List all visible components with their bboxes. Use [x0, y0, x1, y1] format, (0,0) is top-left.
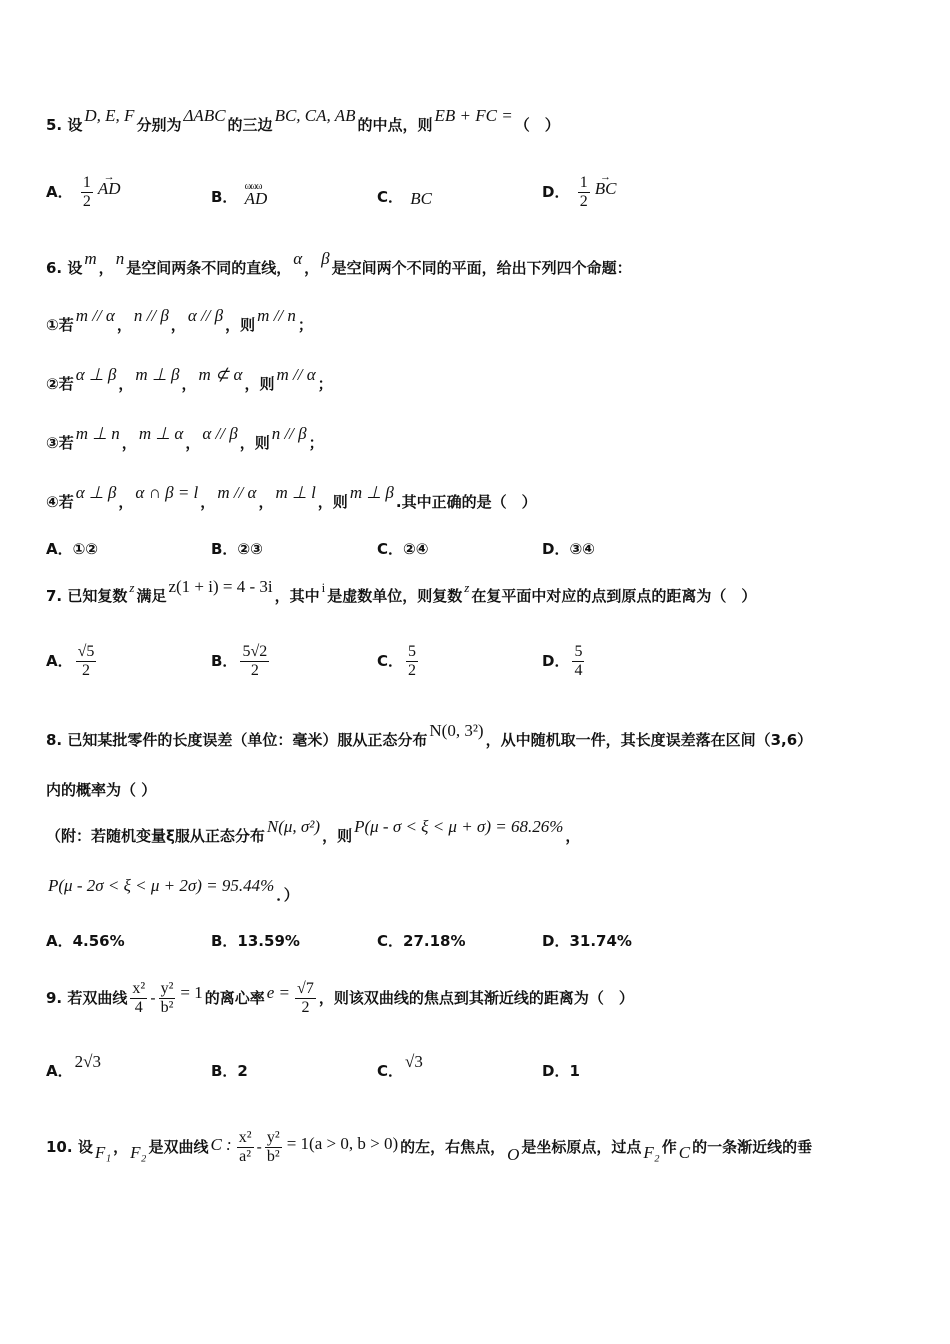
q6-option-d[interactable]: D．③④ [542, 540, 595, 558]
q8-option-d[interactable]: D．31.74% [542, 932, 632, 950]
q9-option-d[interactable]: D．1 [542, 1062, 580, 1080]
vector: ωωω AD [245, 188, 268, 210]
q8-option-a[interactable]: A．4.56% [46, 932, 125, 950]
q7-option-d[interactable]: D． $\frac{5}{4}$ [542, 643, 583, 679]
q5-stem: 5. 设 D, E, F 分别为 ΔABC 的三边 BC, CA, AB 的中点，则 EB + FC = （ ） [46, 106, 560, 134]
q8-option-c[interactable]: C．27.18% [377, 932, 466, 950]
q6-option-a[interactable]: A．①② [46, 540, 99, 558]
q6-stem: 6. 设 m ， n 是空间两条不同的直线， α ， β 是空间两个不同的平面，给出下列四个命题： [46, 249, 632, 277]
q10-number: 10. [46, 1138, 73, 1156]
q7-option-b[interactable]: B． $\frac{5√2}{2}$ [211, 643, 268, 679]
q7-number: 7. [46, 587, 63, 605]
vector: → BC [595, 178, 617, 200]
q6-proposition-2: ②若 α ⊥ β ， m ⊥ β ， m ⊄ α ，则 m // α ； [46, 365, 333, 393]
q5-number: 5. [46, 116, 63, 134]
q9-option-b[interactable]: B．2 [211, 1062, 248, 1080]
q9-stem: 9. 若双曲线 $\frac{\text{x²}}{4}$ - $\frac{\text{y²}}{\text{b²}}$ = 1 的离心率 e = $\frac{√7}{2}$ ，则该双曲线的焦点到其渐近线的距离为（ ） [46, 980, 634, 1016]
q5-option-d[interactable]: D． $\frac{1}{2}$ → BC [542, 174, 618, 211]
q5-option-c[interactable]: C． BC [377, 188, 432, 208]
q7-stem: 7. 已知复数 z 满足 z(1 + i) = 4 - 3i ，其中 i 是虚数单位，则复数 z 在复平面中对应的点到原点的距离为（ ） [46, 577, 757, 605]
q6-option-b[interactable]: B．②③ [211, 540, 263, 558]
q8-stem: 8. 已知某批零件的长度误差（单位：毫米）服从正态分布 N(0, 3²) ，从中随机取一件，其长度误差落在区间（3,6） [46, 721, 813, 749]
fraction: $\frac{1}{2}$ [82, 174, 91, 210]
q9-number: 9. [46, 989, 63, 1007]
q10-stem: 10. 设 F₁ ， F₂ 是双曲线 C : $\frac{\text{x²}}{\text{a²}}$ - $\frac{\text{y²}}{\text{b²}}$ = 1(a > 0, b > 0) 的左，右焦点， O 是坐标原点，过点 F₂ 作 C 的一条渐近线的垂 [46, 1129, 813, 1165]
q8-option-b[interactable]: B．13.59% [211, 932, 300, 950]
q6-number: 6. [46, 259, 63, 277]
fraction: $\frac{\text{x²}}{4}$ [132, 980, 146, 1016]
q8-appendix-line-1: （附：若随机变量ξ服从正态分布 N(μ, σ²) ，则 P(μ - σ < ξ < μ + σ) = 68.26% ， [46, 817, 581, 845]
q7-option-a[interactable]: A． $\frac{√5}{2}$ [46, 643, 95, 679]
q5-option-b[interactable]: B． ωωω AD [211, 186, 269, 208]
q6-proposition-4: ④若 α ⊥ β ， α ∩ β = l ， m // α ， m ⊥ l ，则 m ⊥ β .其中正确的是（ ） [46, 483, 537, 511]
q6-proposition-3: ③若 m ⊥ n ， m ⊥ α ， α // β ，则 n // β ； [46, 424, 324, 452]
q6-proposition-1: ①若 m // α ， n // β ， α // β ，则 m // n ； [46, 306, 313, 334]
fraction: $\frac{\text{y²}}{\text{b²}}$ [266, 1129, 280, 1165]
fraction: $\frac{5}{2}$ [408, 643, 417, 679]
q7-option-c[interactable]: C． $\frac{5}{2}$ [377, 643, 417, 679]
vector: → AD [98, 178, 121, 200]
q6-option-c[interactable]: C．②④ [377, 540, 429, 558]
q9-option-c[interactable]: C． √3 [377, 1052, 423, 1080]
q5-option-a[interactable]: A． $\frac{1}{2}$ → AD [46, 174, 123, 211]
fraction: $\frac{\text{x²}}{\text{a²}}$ [238, 1129, 252, 1165]
fraction: $\frac{√5}{2}$ [77, 643, 95, 679]
q9-option-a[interactable]: A． 2√3 [46, 1052, 101, 1080]
fraction: $\frac{5√2}{2}$ [242, 643, 268, 679]
fraction: $\frac{\text{y²}}{\text{b²}}$ [160, 980, 174, 1016]
q8-stem-line-2: 内的概率为（ ） [46, 781, 157, 799]
q8-appendix-line-2: P(μ - 2σ < ξ < μ + 2σ) = 95.44% ．） [48, 876, 299, 904]
fraction: $\frac{√7}{2}$ [297, 980, 314, 1016]
q8-number: 8. [46, 731, 63, 749]
fraction: $\frac{5}{4}$ [574, 643, 583, 679]
fraction: $\frac{1}{2}$ [579, 174, 588, 210]
